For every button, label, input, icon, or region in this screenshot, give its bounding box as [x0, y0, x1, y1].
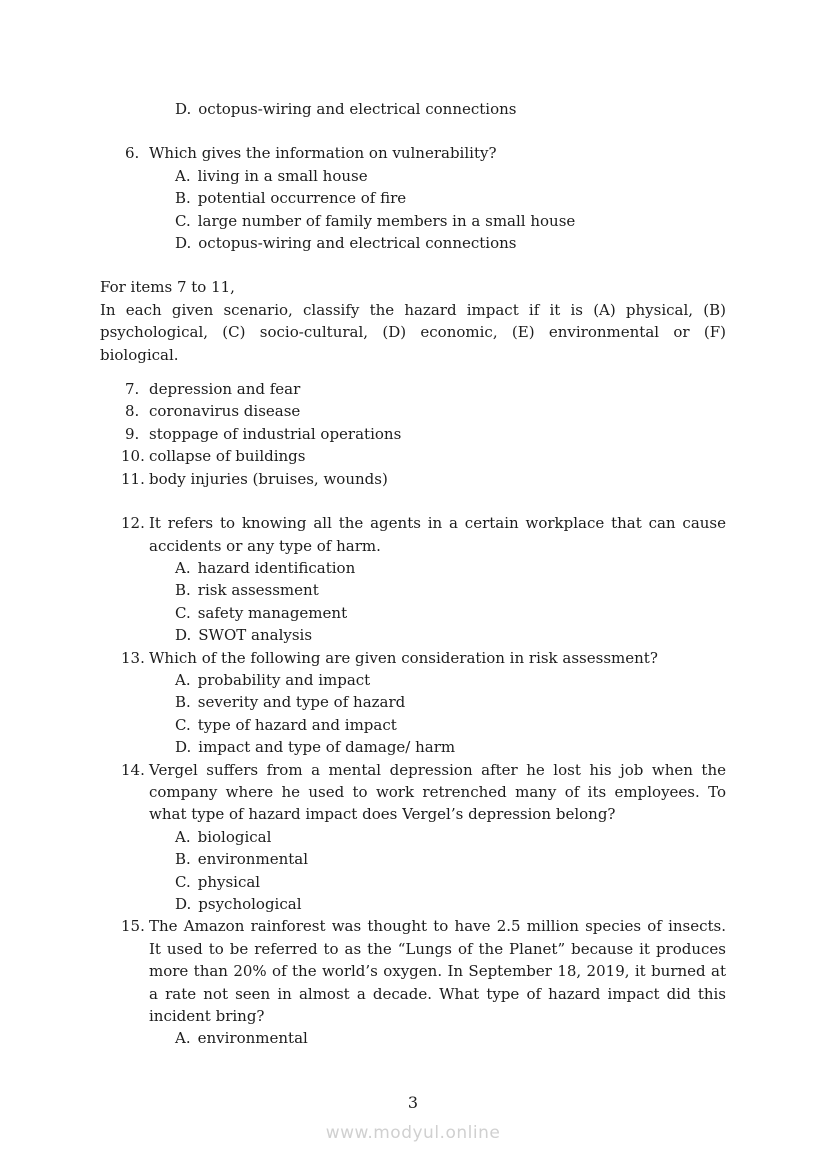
- option-c: [175, 602, 726, 624]
- question-number: 14.: [121, 760, 145, 779]
- option-d: [175, 893, 726, 915]
- option-letter: A.: [175, 670, 191, 689]
- instructions-heading: For items 7 to 11,: [100, 278, 235, 297]
- item-text: body injuries (bruises, wounds): [149, 469, 388, 488]
- option-text: large number of family members in a small house: [197, 211, 576, 230]
- option-letter: B.: [175, 850, 191, 869]
- question-15: [100, 915, 726, 1049]
- option-b: [175, 691, 726, 713]
- question-number: 12.: [121, 514, 145, 533]
- items-7-11: [100, 378, 726, 490]
- item-text: coronavirus disease: [149, 402, 301, 421]
- page-number: 3: [407, 1093, 419, 1112]
- question-stem: The Amazon rainforest was thought to have 2.5 million species of insects. It used to be referred to as the “Lungs of the Planet” because it produces more than 20% of the world’s oxygen. In September 18, 2019, it burned at a rate not seen in almost a decade. What type of hazard impact did this incident bring?: [149, 917, 726, 1026]
- item-text: depression and fear: [149, 380, 301, 399]
- option-text: environmental: [197, 850, 308, 869]
- item-number: 11.: [121, 469, 145, 488]
- item-number: 7.: [125, 380, 140, 399]
- option-text: octopus-wiring and electrical connections: [198, 100, 517, 118]
- option-text: psychological: [198, 895, 302, 913]
- option-b: [175, 848, 726, 870]
- option-a: [175, 557, 726, 579]
- option-text: risk assessment: [197, 581, 319, 600]
- option-text: biological: [197, 827, 272, 846]
- option-a: [175, 165, 726, 187]
- question-14: [100, 759, 726, 916]
- option-a: [175, 669, 726, 691]
- carryover-option-d: [175, 98, 726, 120]
- option-text: safety management: [197, 603, 348, 622]
- option-letter: C.: [175, 603, 191, 622]
- option-text: environmental: [197, 1029, 308, 1048]
- option-text: impact and type of damage/ harm: [198, 738, 456, 757]
- page-content: [100, 98, 726, 1050]
- option-letter: D.: [175, 895, 192, 913]
- option-letter: D.: [175, 234, 192, 253]
- item-text: collapse of buildings: [149, 447, 306, 466]
- option-d: [175, 624, 726, 646]
- option-letter: A.: [175, 558, 191, 577]
- item-number: 10.: [121, 447, 145, 466]
- item-number: 9.: [125, 424, 140, 443]
- option-text: severity and type of hazard: [197, 693, 406, 712]
- question-6: [100, 142, 726, 254]
- question-number: 13.: [121, 648, 145, 667]
- question-stem: Vergel suffers from a mental depression after he lost his job when the company where he used to work retrenched many of its employees. To what type of hazard impact does Vergel’s depression belong?: [149, 760, 726, 824]
- watermark: www.modyul.online: [325, 1123, 501, 1143]
- option-a: [175, 826, 726, 848]
- option-letter: B.: [175, 693, 191, 712]
- option-c: [175, 871, 726, 893]
- option-b: [175, 187, 726, 209]
- item-number: 8.: [125, 402, 140, 421]
- option-letter: D.: [175, 738, 192, 757]
- option-letter: B.: [175, 581, 191, 600]
- question-stem: Which gives the information on vulnerability?: [149, 144, 497, 163]
- option-text: living in a small house: [197, 166, 368, 185]
- question-13: [100, 647, 726, 759]
- option-c: [175, 210, 726, 232]
- option-a: [175, 1027, 726, 1049]
- option-text: physical: [197, 872, 261, 891]
- question-number: 6.: [125, 144, 140, 163]
- item-text: stoppage of industrial operations: [149, 424, 402, 443]
- option-letter: A.: [175, 1029, 191, 1048]
- question-stem: Which of the following are given consideration in risk assessment?: [149, 648, 658, 667]
- instructions-body: In each given scenario, classify the hazard impact if it is (A) physical, (B) psychological, (C) socio-cultural, (D) economic, (E) environmental or (F) biological.: [100, 300, 726, 364]
- option-text: type of hazard and impact: [197, 715, 397, 734]
- option-letter: D.: [175, 100, 192, 118]
- option-b: [175, 579, 726, 601]
- option-letter: C.: [175, 715, 191, 734]
- question-12: [100, 512, 726, 646]
- option-c: [175, 714, 726, 736]
- question-number: 15.: [121, 917, 145, 936]
- list-item-11: [100, 468, 726, 490]
- list-item-9: [100, 423, 726, 445]
- list-item-7: [100, 378, 726, 400]
- option-text: hazard identification: [197, 558, 356, 577]
- option-text: octopus-wiring and electrical connections: [198, 234, 517, 253]
- option-letter: A.: [175, 827, 191, 846]
- option-letter: B.: [175, 189, 191, 208]
- option-text: probability and impact: [197, 670, 371, 689]
- option-d: [175, 736, 726, 758]
- option-letter: C.: [175, 872, 191, 891]
- list-item-10: [100, 445, 726, 467]
- question-stem: It refers to knowing all the agents in a certain workplace that can cause accidents or any type of harm.: [149, 514, 726, 555]
- option-text: SWOT analysis: [198, 626, 313, 645]
- option-d: [175, 232, 726, 254]
- option-letter: A.: [175, 166, 191, 185]
- list-item-8: [100, 400, 726, 422]
- option-letter: D.: [175, 626, 192, 645]
- option-letter: C.: [175, 211, 191, 230]
- option-text: potential occurrence of fire: [197, 189, 407, 208]
